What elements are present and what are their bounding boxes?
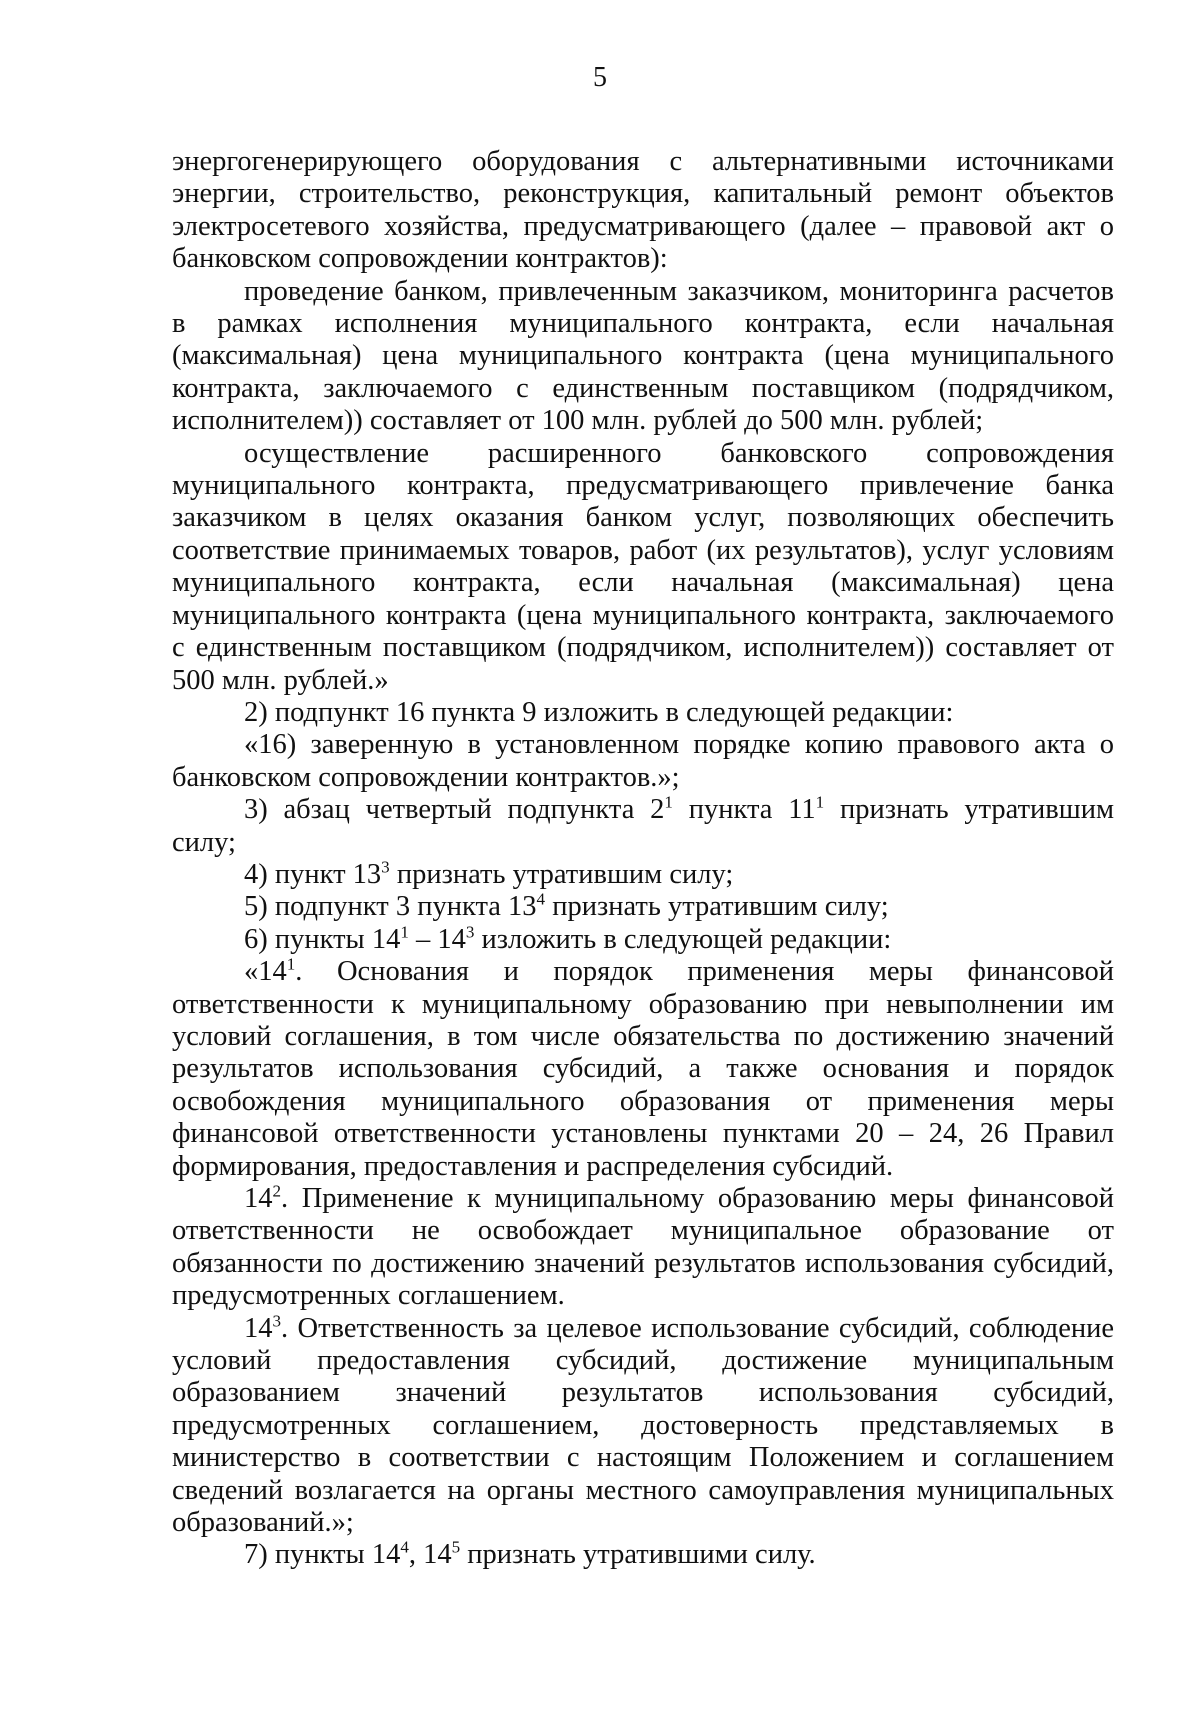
paragraph-bank-escort-intro: энергогенерирующего оборудования с альтернативными источниками энергии, строительство, реконструкция, капитальный ремонт объектов электросетевого хозяйства, предусматривающего (далее – правовой акт о банковском сопровождении контрактов): [172, 146, 1114, 275]
paragraph-extended-bank-escort: осуществление расширенного банковского сопровождения муниципального контракта, предусматривающего привлечение банка заказчиком в целях оказания банком услуг, позволяющих обеспечить соответствие принимаемых товаров, работ (их результатов), услуг условиям муниципального контракта, если начальная (максимальная) цена муниципального контракта (цена муниципального контракта, заключаемого с единственным поставщиком (подрядчиком, исполнителем)) составляет от 500 млн. рублей.» [172, 437, 1114, 696]
document-body [172, 146, 1114, 1572]
paragraph-14-3-responsibility: $14^3$. Ответственность за целевое использование субсидий, соблюдение условий предоставления субсидий, достижение муниципальным образованием значений результатов использования субсидий, предусмотренных соглашением, достоверность представляемых в министерство в соответствии с настоящим Положением и соглашением сведений возлагается на органы местного самоуправления муниципальных образований.»; [172, 1311, 1114, 1539]
paragraph-monitoring-settlements: проведение банком, привлеченным заказчиком, мониторинга расчетов в рамках исполнения муниципального контракта, если начальная (максимальная) цена муниципального контракта (цена муниципального контракта, заключаемого с единственным поставщиком (подрядчиком, исполнителем)) составляет от 100 млн. рублей до 500 млн. рублей; [172, 275, 1114, 437]
paragraph-item-7: 7) пункты $14^4$, $14^5$ признать утратившими силу. [244, 1537, 816, 1571]
paragraph-item-4: 4) пункт $13^3$ признать утратившим силу; [244, 857, 734, 890]
paragraph-14-2-obligation: $14^2$. Применение к муниципальному образованию меры финансовой ответственности не освобождает муниципальное образование от обязанности по достижению значений результатов использования субсидий, предусмотренных соглашением. [172, 1181, 1114, 1312]
paragraph-item-6: 6) пункты $14^1 - 14^3$ изложить в следующей редакции: [244, 922, 892, 955]
paragraph-14-1-financial-responsibility: «$14^1$. Основания и порядок применения меры финансовой ответственности к муниципальному образованию при невыполнении им условий соглашения, в том числе обязательства по достижению значений результатов использования субсидий, а также основания и порядок освобождения муниципального образования от применения меры финансовой ответственности установлены пунктами 20 – 24, 26 Правил формирования, предоставления и распределения субсидий. [172, 954, 1114, 1182]
paragraph-item-2: 2) подпункт 16 пункта 9 изложить в следующей редакции: [244, 696, 954, 728]
paragraph-item-5: 5) подпункт 3 пункта $13^4$ признать утратившим силу; [244, 889, 889, 923]
paragraph-item-3: 3) абзац четвертый подпункта $2^1$ пункта $11^1$ признать утратившим силу; [172, 792, 1114, 858]
page-number: 5 [593, 62, 607, 93]
paragraph-subitem-16: «16) заверенную в установленном порядке копию правового акта о банковском сопровождении контрактов.»; [172, 729, 1114, 793]
